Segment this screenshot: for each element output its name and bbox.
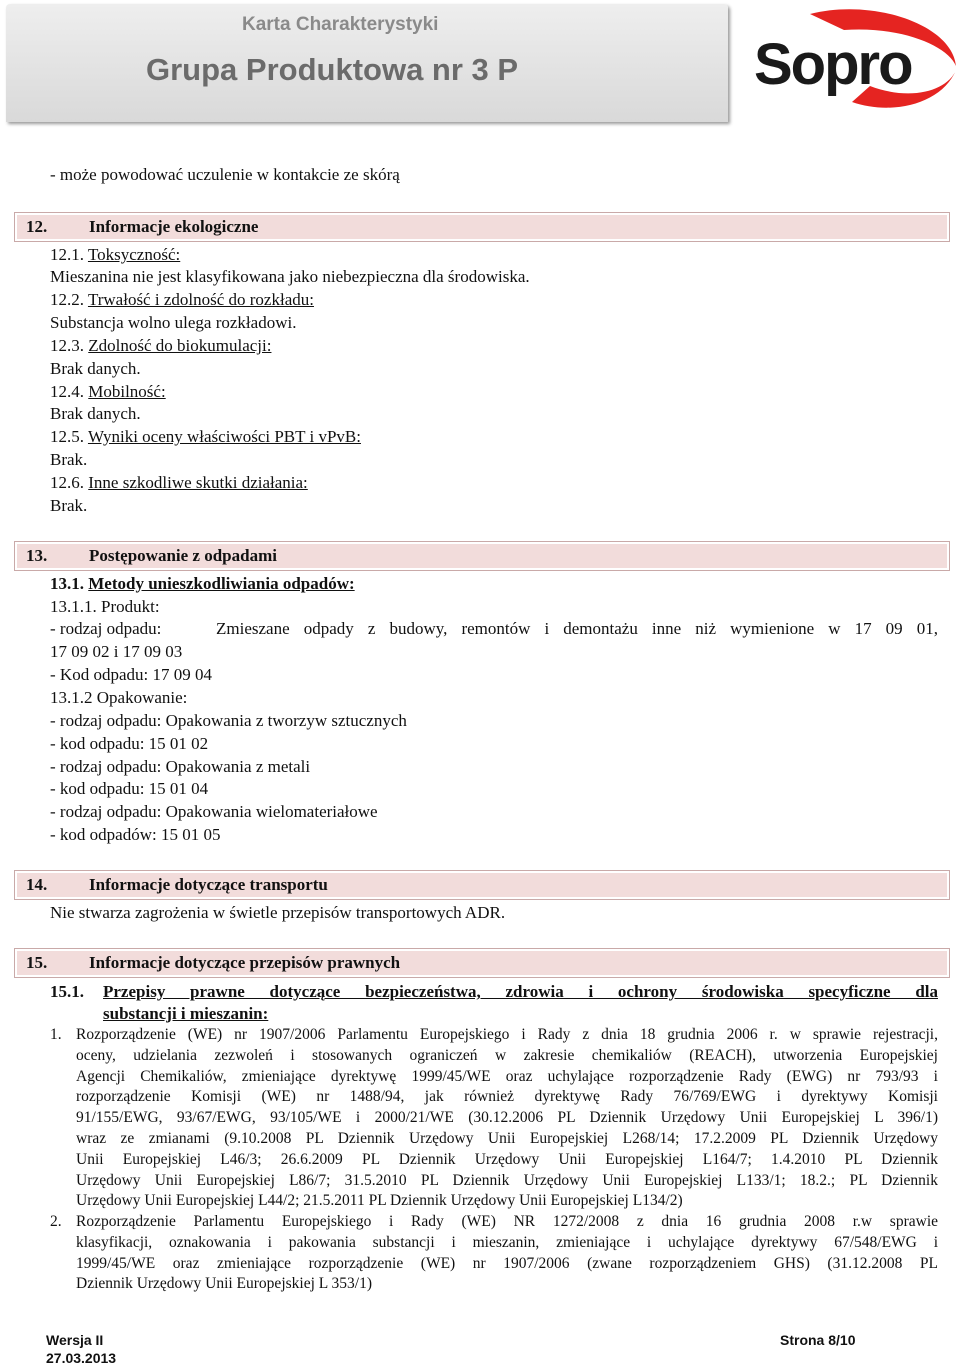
regulation-line: 1999/45/WE oraz zmieniające rozporządzenie (WE) nr 1907/2006 (zwane rozporządzeniem GHS) (31.12.2008 PL [76, 1254, 938, 1272]
sopro-logo [752, 6, 958, 116]
document-header-banner [6, 4, 728, 122]
subsection-number: 12.4. [50, 382, 84, 401]
subsection-number: 12.6. [50, 473, 84, 492]
footer-version: Wersja II [46, 1332, 104, 1348]
subsection-12-6 [50, 472, 308, 494]
subsection-12-4 [50, 381, 166, 403]
regulation-line: oceny, udzielania zezwoleń i stosowanych ograniczeń w zakresie chemikaliów (REACH), utworzenia Europejskiej [76, 1046, 938, 1064]
subsection-15-1-title-cont: substancji i mieszanin: [103, 1004, 269, 1023]
regulation-2-text [76, 1212, 938, 1295]
section-12-header [14, 212, 950, 242]
regulation-line: 91/155/EWG, 93/67/EWG, 93/105/WE i 2000/21/WE (30.12.2006 PL Dziennik Urzędowy Unii Europejskiej L 396/1) [76, 1109, 938, 1127]
regulation-line: klasyfikacji, oznakowania i pakowania substancji i mieszanin, zmieniające i uchylające dyrektywy 67/548/EWG i [76, 1233, 938, 1251]
section-number: 13. [26, 546, 48, 565]
subsection-number: 12.5. [50, 427, 84, 446]
packaging-line: - kod odpadów: 15 01 05 [50, 825, 221, 844]
footer-page-number: Strona 8/10 [780, 1332, 856, 1348]
packaging-line: - kod odpadu: 15 01 04 [50, 779, 209, 798]
section-14-header [14, 870, 950, 900]
subsection-text: Brak danych. [50, 359, 141, 378]
subsection-13-1 [50, 573, 355, 595]
subsection-number: 13.1. [50, 574, 84, 593]
subsection-15-1-title: Przepisy prawne dotyczące bezpieczeństwa, zdrowia i ochrony środowiska specyficzne dla [103, 982, 938, 1001]
header-title-small: Karta Charakterystyki [242, 14, 439, 35]
packaging-label: 13.1.2 Opakowanie: [50, 688, 188, 707]
packaging-line: - rodzaj odpadu: Opakowania z metali [50, 757, 311, 776]
packaging-line: - rodzaj odpadu: Opakowania z tworzyw sztucznych [50, 711, 407, 730]
subsection-title: Wyniki oceny właściwości PBT i vPvB: [87, 427, 361, 446]
regulation-1-text [76, 1025, 938, 1212]
subsection-title: Zdolność do biokumulacji: [88, 336, 272, 355]
subsection-text: Mieszanina nie jest klasyfikowana jako niebezpieczna dla środowiska. [50, 267, 530, 286]
subsection-title: Toksyczność: [87, 245, 181, 264]
section-title: Informacje dotyczące transportu [89, 875, 328, 894]
waste-type-value: Zmieszane odpady z budowy, remontów i demontażu inne niż wymienione w 17 09 01, [216, 619, 938, 638]
regulation-line: Dziennik Urzędowy Unii Europejskiej L 353/1) [76, 1275, 373, 1293]
subsection-title: Trwałość i zdolność do rozkładu: [87, 290, 314, 309]
regulation-line: Rozporządzenie Parlamentu Europejskiego i Rady (WE) NR 1272/2008 z dnia 16 grudnia 2008 r.w sprawie [76, 1213, 938, 1230]
subsection-title: Mobilność: [88, 382, 166, 401]
subsection-number: 12.2. [50, 290, 84, 309]
section-number: 12. [26, 217, 48, 236]
packaging-line: - rodzaj odpadu: Opakowania wielomateriałowe [50, 802, 378, 821]
regulation-number: 1. [50, 1026, 62, 1043]
regulation-number: 2. [50, 1213, 62, 1230]
subsection-title: Inne szkodliwe skutki działania: [88, 473, 308, 492]
subsection-title: Metody unieszkodliwiania odpadów: [88, 574, 355, 593]
intro-line: - może powodować uczulenie w kontakcie ze skórą [50, 165, 400, 184]
transport-text: Nie stwarza zagrożenia w świetle przepisów transportowych ADR. [50, 903, 506, 922]
subsection-12-2 [50, 289, 314, 311]
regulation-line: rozporządzenie Komisji (WE) nr 1488/94, jak również dyrektywę Rady 76/769/EWG i dyrektywy Komisji [76, 1088, 938, 1106]
subsection-12-1 [50, 244, 180, 266]
section-15-header [14, 948, 950, 978]
subsection-text: Brak. [50, 450, 88, 469]
packaging-line: - kod odpadu: 15 01 02 [50, 734, 209, 753]
waste-type-label: - rodzaj odpadu: [50, 619, 162, 638]
regulation-line: Rozporządzenie (WE) nr 1907/2006 Parlamentu Europejskiego i Rady z dnia 18 grudnia 2006 r. w sprawie rejestracji, [76, 1026, 938, 1043]
regulation-line: Unii Europejskiej L46/3; 26.6.2009 PL Dziennik Urzędowy Unii Europejskiej L164/7; 1.4.2010 PL Dziennik [76, 1150, 938, 1168]
regulation-line: Urzędowy Unii Europejskiej L86/7; 31.5.2010 PL Dziennik Urzędowy Unii Europejskiej L133/1; 18.2.; PL Dziennik [76, 1171, 938, 1189]
section-13-header [14, 541, 950, 571]
logo-text: Sopro [754, 32, 912, 97]
subsection-number: 12.1. [50, 245, 84, 264]
subsection-number: 12.3. [50, 336, 84, 355]
section-number: 15. [26, 953, 48, 972]
section-title: Informacje ekologiczne [89, 217, 259, 236]
section-title: Postępowanie z odpadami [89, 546, 277, 565]
section-number: 14. [26, 875, 48, 894]
subsection-text: Brak. [50, 496, 88, 515]
section-title: Informacje dotyczące przepisów prawnych [89, 953, 401, 972]
header-title-large: Grupa Produktowa nr 3 P [146, 52, 519, 87]
product-label: 13.1.1. Produkt: [50, 597, 160, 616]
subsection-15-1-number: 15.1. [50, 982, 84, 1001]
regulation-line: Urzędowy Unii Europejskiej L44/2; 21.5.2011 PL Dziennik Urzędowy Unii Europejskiej L134/2) [76, 1192, 683, 1210]
regulation-line: Agencji Chemikaliów, zmieniające dyrektywę 1999/45/WE oraz uchylające rozporządzenie Rady (EWG) nr 793/93 i [76, 1067, 938, 1085]
waste-code: - Kod odpadu: 17 09 04 [50, 665, 212, 684]
subsection-12-3 [50, 335, 271, 357]
subsection-12-5 [50, 426, 361, 448]
subsection-text: Brak danych. [50, 404, 141, 423]
subsection-text: Substancja wolno ulega rozkładowi. [50, 313, 297, 332]
regulation-line: wraz ze zmianami (9.10.2008 PL Dziennik Urzędowy Unii Europejskiej L268/14; 17.2.2009 PL Dziennik Urzędowy [76, 1129, 938, 1147]
waste-type-value-cont: 17 09 02 i 17 09 03 [50, 642, 183, 661]
footer-date: 27.03.2013 [46, 1350, 117, 1366]
